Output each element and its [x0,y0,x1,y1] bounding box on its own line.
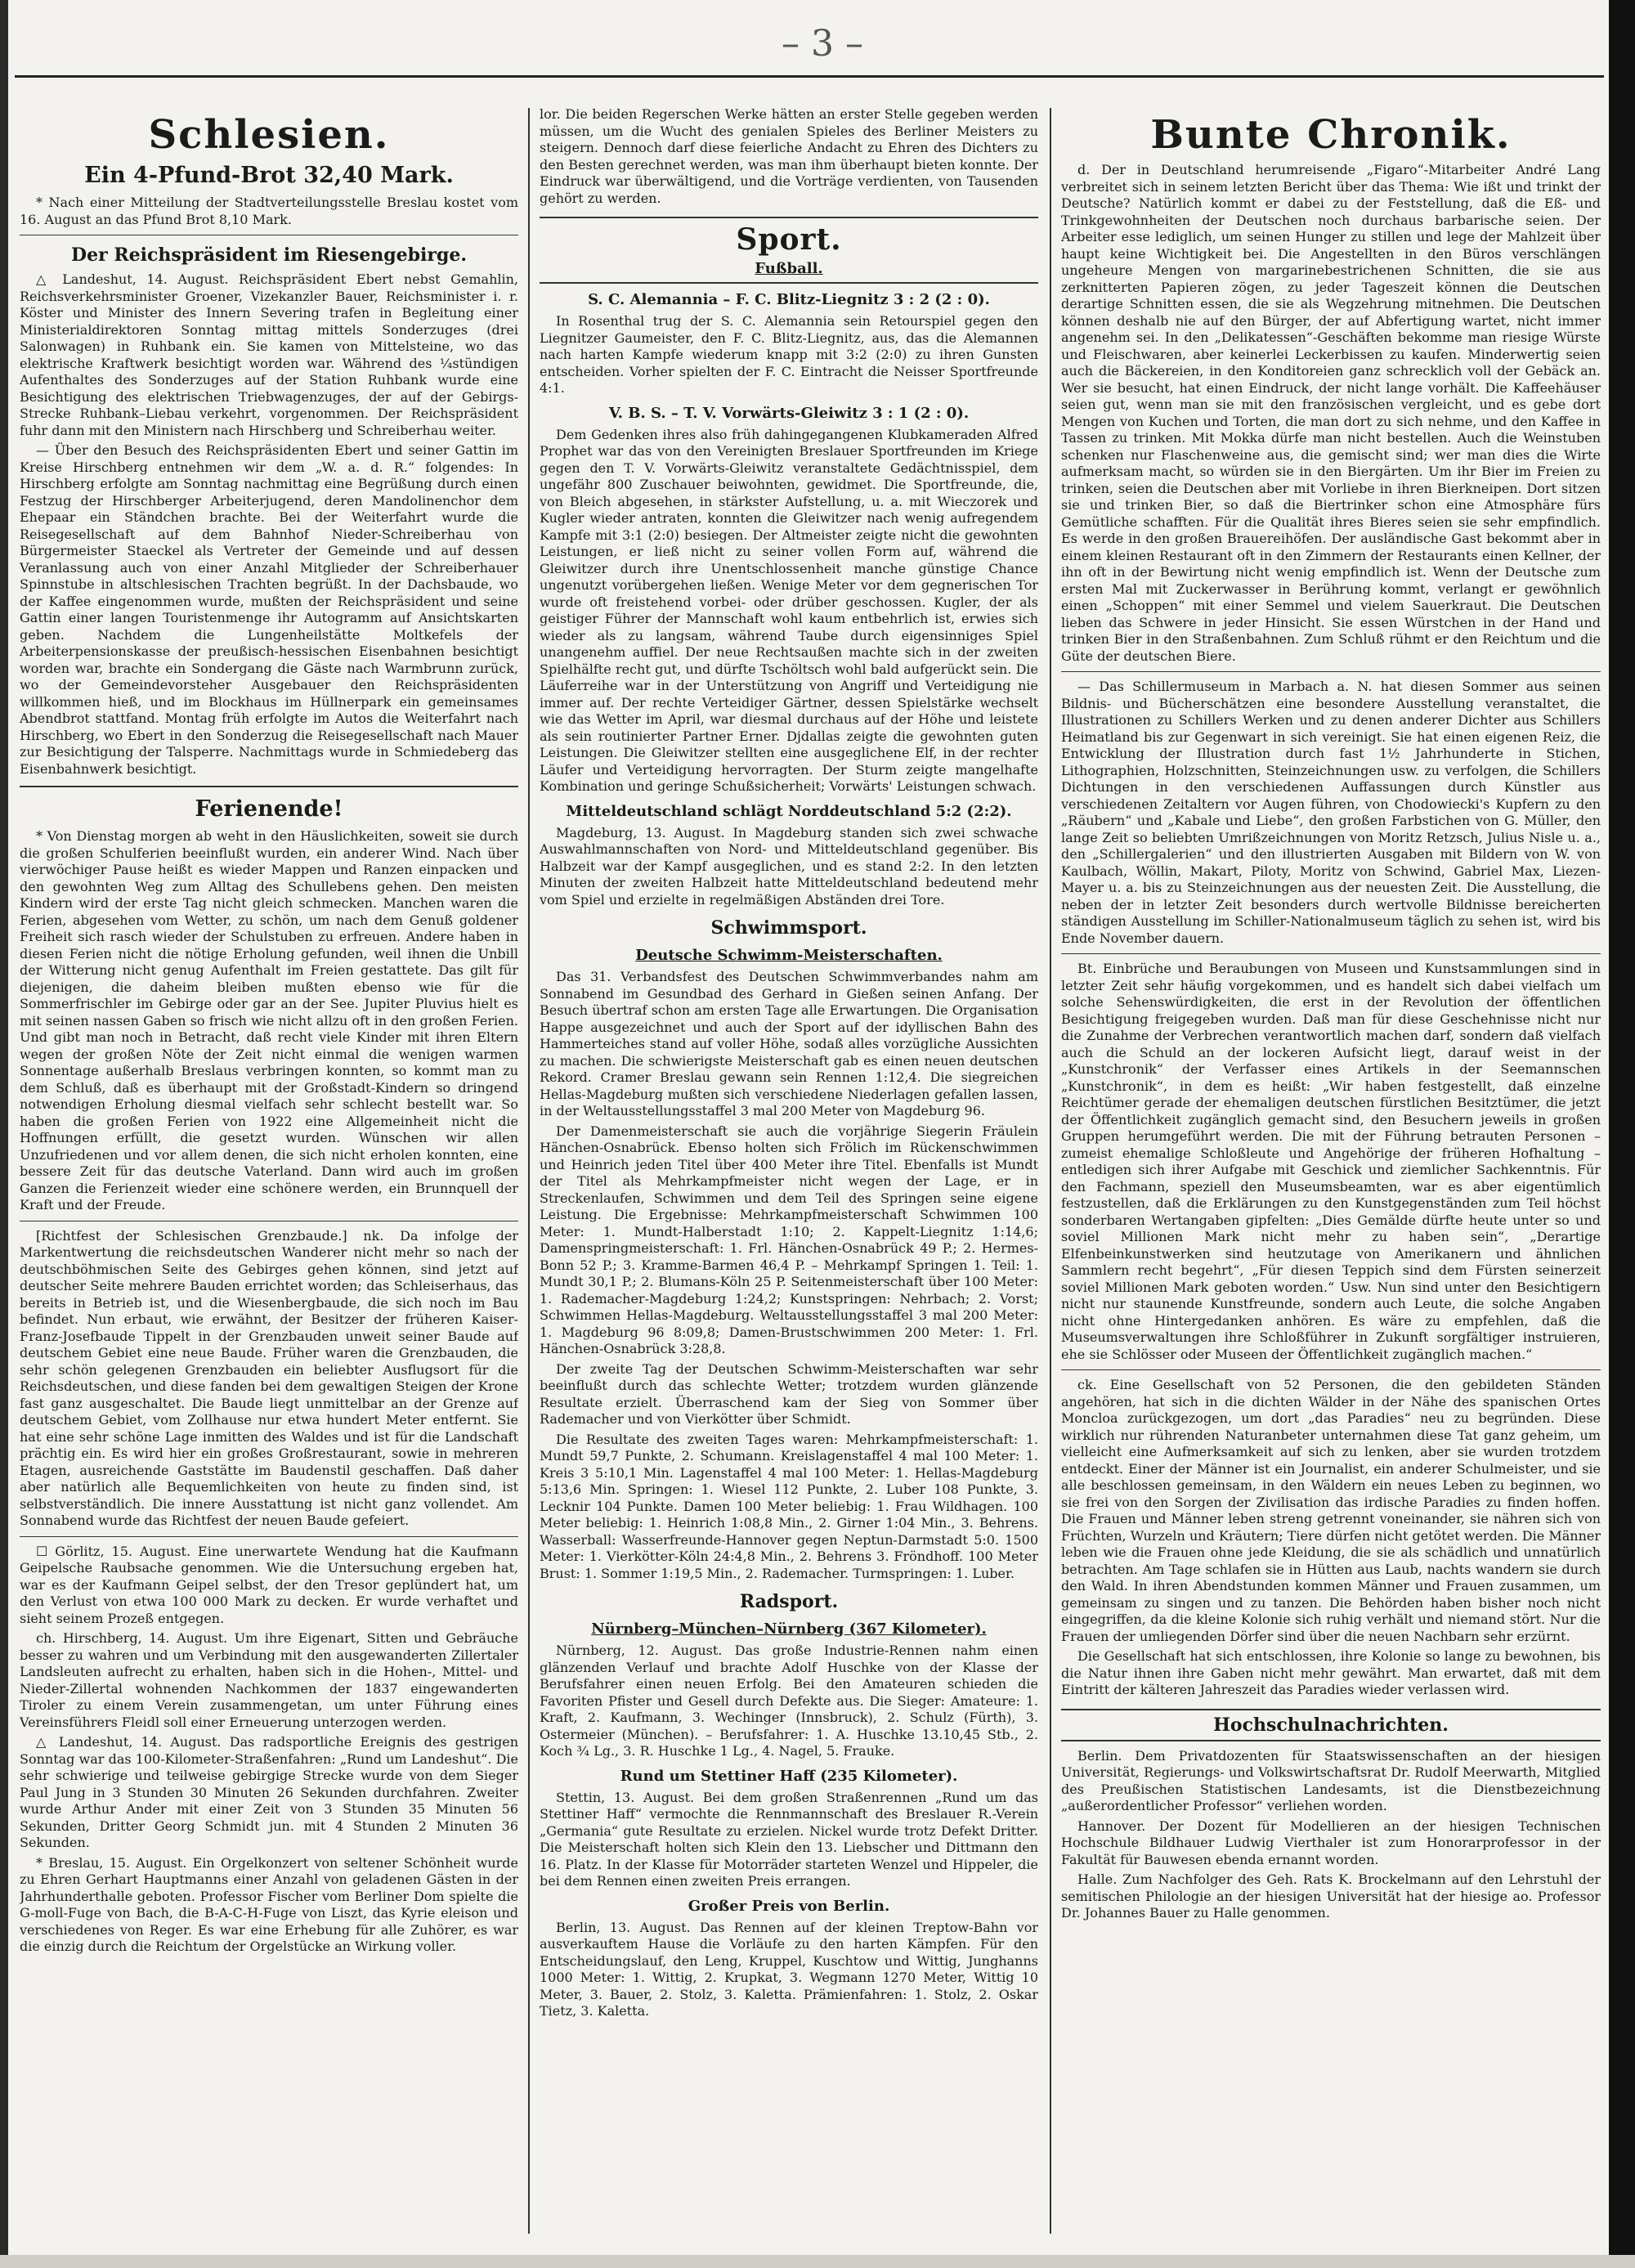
rad-subheading: Nürnberg–München–Nürnberg (367 Kilometer). [591,1620,987,1638]
article-paragraph: Berlin. Dem Privatdozenten für Staatswissenschaften an der hiesigen Universität, Regierungs- und Volkswirtschaftsrat Dr. Rudolf Meerwarth, Mitglied des Preußischen Statistischen Landesamts, ist die Dienstbezeichnung „außerordentlicher Professor“ verliehen worden. [1061,1747,1601,1813]
article-paragraph: [Richtfest der Schlesischen Grenzbaude.] nk. Da infolge der Markentwertung die reichsdeutschen Wanderer nicht mehr so nach der deutschböhmischen Seite des Gebirges gehen können, sind jetzt auf deutscher Seite mehrere Bauden errichtet worden; das Schleiserhaus, das bereits in Betrieb ist, und die Wiesenbergbaude, die sich noch im Bau befindet. Nun erbaut, wie erwähnt, der Besitzer der früheren Kaiser-Franz-Josefbaude Tippelt in der Grenzbauden unweit seiner Baude auf deutschem Gebiet eine neue Baude. Früher waren die Grenzbauden, die sehr schön gelegenen Grenzbauden ein beliebter Ausflugsort für die Reichsdeutschen, und diese fanden bei dem gewaltigen Steigen der Krone fast ganz ausgeschaltet. Die Baude liegt unmittelbar an der Grenze auf deutschem Gebiet, vom Zollhause nur etwa hundert Meter entfernt. Sie hat eine sehr schöne Lage inmitten des Waldes und ist für die Landschaft prächtig ein. Es wird hier ein großes Großrestaurant, sowie in mehreren Etagen, ausreichende Gaststätte im Baudenstil geschaffen. Daß daher aber natürlich alle Bequemlichkeiten von heute zu finden sind, ist selbstverständlich. Die innere Ausstattung ist nicht ganz vollendet. Am Sonnabend wurde das Richtfest der neuen Baude gefeiert. [20,1227,518,1528]
article-paragraph: Die Resultate des zweiten Tages waren: Mehrkampfmeisterschaft: 1. Mundt 59,7 Punkte, 2. Schumann. Kreislagenstaffel 4 mal 100 Meter: 1. Kreis 3 5:10,1 Min. Lagenstaffel 4 mal 100 Meter: 1. Hellas-Magdeburg 5:13,6 Min. Springen: 1. Wiesel 112 Punkte, 2. Luber 108 Punkte, 3. Lecknir 104 Punkte. Damen 100 Meter beliebig: 1. Frau Wildhagen. 100 Meter beliebig: 1. Heinrich 1:08,8 Min., 2. Girner 1:04 Min., 3. Behrens. Wasserball: Wasserfreunde-Hannover gegen Neptun-Darmstadt 5:0. 1500 Meter: 1. Vierkötter-Köln 24:4,8 Min., 2. Behrens 3. Fröndhoff. 100 Meter Brust: 1. Sommer 1:19,5 Min., 2. Rademacher. Turmspringen: 1. Luber. [540,1431,1038,1581]
article-paragraph: Der zweite Tag der Deutschen Schwimm-Meisterschaften war sehr beeinflußt durch das schlechte Wetter; trotzdem wurden glänzende Resultate erzielt. Überraschend kam der Sieg von Sommer über Rademacher und von Vierkötter über Schmidt. [540,1360,1038,1427]
article-paragraph: Nürnberg, 12. August. Das große Industrie-Rennen nahm einen glänzenden Verlauf und brachte Adolf Huschke von der Klasse der Berufsfahrer einen neuen Erfolg. Bei den Amateuren schieden die Favoriten Pfister und Gesell durch Defekte aus. Die Sieger: Amateure: 1. Kraft, 2. Kaufmann, 3. Wechinger (Innsbruck), 2. Schulz (Fürth), 3. Ostermeier (München). – Berufsfahrer: 1. A. Huschke 13.10,45 Stb., 2. Koch ¾ Lg., 3. R. Huschke 1 Lg., 4. Nagel, 5. Frauke. [540,1643,1038,1759]
column-divider [1050,108,1051,2234]
scan-edge-bottom [0,2255,1635,2268]
news-item-breslau: * Breslau, 15. August. Ein Orgelkonzert von seltener Schönheit wurde zu Ehren Gerhart Hauptmanns einer Anzahl von geladenen Gästen in der Jahrhunderthalle geboten. Professor Fischer vom Berliner Dom spielte die G-moll-Fuge von Bach, die B-A-C-H-Fuge von Liszt, das Kyrie eleison und verschiedenes von Reger. Es war eine Erhebung für alle Zuhörer, es war die einzig durch die Reichtum der Orgelstücke an Wirkung voller. [20,1854,518,1954]
article-paragraph: * Von Dienstag morgen ab weht in den Häuslichkeiten, soweit sie durch die großen Schulferien beeinflußt wurden, ein anderer Wind. Nach über vierwöchiger Pause heißt es wieder Mappen und Ranzen einpacken und den gewohnten Weg zum Alltag des Schullebens gehen. Den meisten Kindern wird der erste Tag nicht gleich schmecken. Manchen waren die Ferien, abgesehen vom Wetter, zu schön, um nach dem Genuß goldener Freiheit sich rasch wieder der Schulstuben zu erfreuen. Andere haben in diesen Ferien nicht die nötige Erholung gefunden, weil ihnen die Unbill der Witterung nicht genug Aufenthalt im Freien gestattete. Das gilt für diejenigen, die daheim bleiben mußten ebenso wie für die Sommerfrischler im Gebirge oder gar an der See. Jupiter Pluvius hielt es mit seinen nassen Gaben so frisch wie nicht allzu oft in den großen Ferien. Und gibt man noch in Betracht, daß recht viele Kinder mit ihren Eltern wegen der großen Nöte der Zeit nicht einmal die wenigen warmen Sonnentage außerhalb Breslaus verbringen konnten, so kommt man zu dem Schluß, daß es überhaupt mit der Großstadt-Kindern so dringend notwendigen Erholung diesmal vielfach sehr schlecht bestellt war. So haben die großen Ferien von 1922 eine Allgemeinheit nicht die Hoffnungen erfüllt, die gesetzt wurden. Wünschen wir allen Unzufriedenen und vor allem denen, die sich nicht erholen konnten, eine bessere Zeit für das deutsche Vaterland. Dann wird auch im großen Ganzen die Ferienzeit wieder eine schönere werden, ein Brunnquell der Kraft und der Freude. [20,828,518,1212]
article-paragraph: Stettin, 13. August. Bei dem großen Straßenrennen „Rund um das Stettiner Haff“ vermochte die Rennmannschaft des Breslauer R.-Verein „Germania“ gute Resultate zu erzielen. Nickel wurde trotz Defekt Dritter. Die Meisterschaft holten sich Klein den 13. Liebscher und Dittmann den 16. Platz. In der Klasse für Motorräder starteten Wenzel und Hippeler, die bei dem Rennen einen zweiten Preis errangen. [540,1789,1038,1889]
sport-section-header [540,217,1038,284]
president-headline: Der Reichspräsident im Riesengebirge. [71,244,467,266]
bread-price-text: * Nach einer Mitteilung der Stadtverteilungsstelle Breslau kostet vom 16. August an das Pfund Brot 8,10 Mark. [20,195,518,227]
rad-subheading: Rund um Stettiner Haff (235 Kilometer). [620,1767,958,1785]
match-title: Mitteldeutschland schlägt Norddeutschland 5:2 (2:2). [566,802,1012,820]
article-paragraph: Bt. Einbrüche und Beraubungen von Museen und Kunstsammlungen sind in letzter Zeit sehr häufig vorgekommen, und es handelt sich dabei vielfach um solche Sehenswürdigkeiten, die erst in der Revolution der öffentlichen Besichtigung freigegeben wurden. Daß man für diese Geschehnisse nicht nur die Zunahme der Verbrechen verantwortlich machen darf, sondern daß vielfach auch die Schuld an der lockeren Aufsicht liegt, darauf weist in der „Kunstchronik“ der Verfasser eines Artikels in der Seemannschen „Kunstchronik“, in dem es heißt: „Wir haben festgestellt, daß einzelne Reichtümer gerade der ehemaligen deutschen fürstlichen Besitztümer, die jetzt der Öffentlichkeit zugänglich gemacht sind, den Besuchern jeweils in großen Gruppen herumgeführt werden. Die mit der Führung betrauten Personen – zumeist ehemalige Schloßleute und Angehörige der früheren Hofhaltung – entledigen sich ihrer Aufgabe mit Geschick und ziemlicher Sachkenntnis. Für den Fachmann, speziell den Museumsbeamten, war es aber eigentümlich festzustellen, daß die Erklärungen zu den Kunstgegenständen zum Teil höchst sonderbaren Wertangaben gipfelten: „Dies Gemälde dürfte heute unter so und soviel Millionen Mark nicht mehr zu haben sein“, „Derartige Elfenbeinkunstwerken sind heutzutage von Amerikanern und ähnlichen Sammlern recht begehrt“, „Für diesen Teppich sind dem Fürsten seinerzeit soviel Millionen Mark geboten worden.“ Usw. Nun sind unter den Besichtigern nicht nur staunende Kunstfreunde, sondern auch Leute, die solche Angaben nicht ohne Hintergedanken anhören. Es wäre zu empfehlen, daß die Museumsverwaltungen ihre Schloßführer in Zukunft sorgfältiger instruieren, ehe sie Schlösser oder Museen der Öffentlichkeit zugänglich machen.“ [1061,961,1601,1362]
fussball-subheading: Fußball. [755,260,823,277]
schwimmsport-heading: Schwimmsport. [710,917,867,939]
sport-heading: Sport. [736,222,842,257]
section-heading-schlesien: Schlesien. [148,112,390,158]
article-paragraph: Berlin, 13. August. Das Rennen auf der kleinen Treptow-Bahn vor ausverkauftem Hause die Vorläufe zu den harten Kämpfen. Für den Entscheidungslauf, den Leng, Kruppel, Kuschtow und Wittig, Junghanns 1000 Meter: 1. Wittig, 2. Krupkat, 3. Wegmann 1270 Meter, Wittig 10 Meter, 3. Bauer, 2. Stolz, 3. Kaletta. Prämienfahren: 1. Stolz, 2. Oskar Tietz, 3. Kaletta. [540,1919,1038,2019]
header-rule [15,75,1604,78]
news-item-landeshut: △ Landeshut, 14. August. Das radsportliche Ereignis des gestrigen Sonntag war das 100-Kilometer-Straßenfahren: „Rund um Landeshut“. Die sehr schwierige und teilweise gebirgige Strecke wurde von dem Sieger Paul Jung in 3 Stunden 30 Minuten 26 Sekunden durchfahren. Zweiter wurde Arthur Ander mit einer Zeit von 3 Stunden 35 Minuten 56 Sekunden, Dritter Georg Schmidt jun. mit 4 Stunden 2 Minuten 36 Sekunden. [20,1734,518,1850]
divider [1061,1369,1601,1370]
article-paragraph: ck. Eine Gesellschaft von 52 Personen, die den gebildeten Ständen angehören, hat sich in die dichten Wälder in der Nähe des spanischen Ortes Moncloa zurückgezogen, um dort „das Paradies“ neu zu begründen. Diese wirklich nur rührenden Naturanbeter unternahmen diese Tat ganz geheim, um vielleicht eine Aufmerksamkeit auf sich zu lenken, aber sie wurden trotzdem entdeckt. Einer der Männer ist ein Journalist, ein anderer Schulmeister, und sie alle beschlossen gemeinsam, in den Wäldern ein neues Leben zu beginnen, wo sie frei von den Sorgen der Zivilisation das irdische Paradies zu finden hoffen. Die Frauen und Männer leben streng getrennt voneinander, sie nähren sich von Früchten, Wurzeln und Kräutern; Tiere dürfen nicht getötet werden. Die Männer leben wie die Frauen ohne jede Kleidung, die sie als schädlich und unnatürlich betrachten. Am Tage schlafen sie in Hütten aus Laub, nachts wandern sie durch den Wald. In ihren Abendstunden kommen Männer und Frauen zusammen, um gemeinsam zu singen und zu tanzen. Die Behörden haben bisher noch nicht eingegriffen, da die kleine Kolonie sich ruhig verhält und niemand stört. Nur die Frauen der umliegenden Dörfer sind über die neuen Nachbarn sehr erzürnt. [1061,1377,1601,1644]
article-paragraph: Die Gesellschaft hat sich entschlossen, ihre Kolonie so lange zu bewohnen, bis die Natur ihnen ihre Gaben nicht mehr gewährt. Man erwartet, daß mit dem Eintritt der kälteren Jahreszeit das Paradies wieder verlassen wird. [1061,1648,1601,1697]
divider [20,786,518,787]
article-paragraph: d. Der in Deutschland herumreisende „Figaro“-Mitarbeiter André Lang verbreitet sich in seinem letzten Bericht über das Thema: Wie ißt und trinkt der Deutsche? Natürlich kommt er dabei zu der Feststellung, daß die Eß- und Trinkgewohnheiten der Deutschen noch durchaus barbarische seien. Der Arbeiter esse lediglich, um seinen Hunger zu stillen und lege der Mahlzeit über haupt keine Wichtigkeit bei. Die Angestellten in den Büros verschlängen ungeheure Mengen von margarinebestrichenen Schnitten, die sie aus zerknitterten Papieren zögen, zu jeder Tageszeit können die Deutschen derartige Schnitten essen, die sie als Wegzehrung mitnehmen. Die Deutschen können deshalb nie auf den Bürger, der auf Abfertigung wartet, nicht immer angenehm sei. In den „Delikatessen“-Geschäften bekomme man riesige Würste und Fleischwaren, aber keinerlei Leckerbissen zu kaufen. Minderwertig seien auch die Bäckereien, in den Konditoreien ganz schrecklich voll der Gebäck an. Wer sie besucht, hat einen Eindruck, der nicht lange vorhält. Die Kaffeehäuser seien gut, wenn man sie mit den französischen vergleicht, und es gebe dort Mengen von Kuchen und Torten, die man dort zu sich nehme, und den Kaffee in Tassen zu trinken. Mit Mokka dürfe man nicht bestellen. Auch die Weinstuben schenken nur Flaschenweine aus, die gemischt sind; wer man dies die Wirte aufmerksam macht, so würden sie in den Biergärten. Um ihr Bier im Freien zu trinken, seien die Deutschen aber mit Vorliebe in ihren Bierkneipen. Dort sitzen sie und trinken Bier, so daß die Biertrinker schon eine Atmosphäre fürs Gemütliche schafften. Für die Qualität ihres Bieres seien sie sehr empfindlich. Es werde in den großen Brauereihöfen. Der ausländische Gast bekommt aber in einem kleinen Restaurant oft in den Zimmern der Restaurants einen Kellner, der ihn oft in der Bewirtung nicht wenig empfindlich ist. Wenn der Deutsche zum ersten Mal mit Zuckerwasser in Berührung kommt, verlangt er gewöhnlich einen „Schoppen“ mit einer Semmel und vielem Sauerkraut. Die Deutschen lieben das Schwere in jeder Hinsicht. Sie essen Würstchen in der Hand und trinken Bier in den Straßenbahnen. Zum Schluß rühmt er den Reichtum und die Güte der deutschen Biere. [1061,162,1601,664]
article-paragraph: — Über den Besuch des Reichspräsidenten Ebert und seiner Gattin im Kreise Hirschberg entnehmen wir dem „W. a. d. R.“ folgendes: In Hirschberg erfolgte am Sonntag nachmittag eine Begrüßung durch einen Festzug der Hirschberger Arbeiterjugend, deren Mandolinenchor dem Ehepaar ein Ständchen brachte. Bei der Weiterfahrt wurde die Reisegesellschaft auf dem Bahnhof Nieder-Schreiberhau von Bürgermeister Staeckel als Vertreter der Gemeinde und auf dessen Veranlassung auch von einer Anzahl Mitglieder der Schreiberhauer Spinnstube in altschlesischen Trachten begrüßt. In der Dachsbaude, wo der Kaffee eingenommen wurde, mußten der Reichspräsident und seine Gattin einer langen Touristenmenge ihr Autogramm auf Ansichtskarten geben. Nachdem die Lungenheilstätte Moltkefels der Arbeiterpensionskasse der preußisch-hessischen Eisenbahnen besichtigt worden war, brachte ein Sondergang die Gäste nach Warmbrunn zurück, wo der Gemeindevorsteher Ausgebauer den Reichspräsidenten willkommen hieß, und im Blockhaus im Hüllnerpark ein gemeinsames Abendbrot stattfand. Montag früh erfolgte im Autos die Weiterfahrt nach Hirschberg, wo Ebert in den Sonderzug die Reisegesellschaft nach Mauer zur Besichtigung der Talsperre. Nachmittags wurde in Schmiedeberg das Eisenbahnwerk besichtigt. [20,442,518,777]
news-item-hirschberg: ch. Hirschberg, 14. August. Um ihre Eigenart, Sitten und Gebräuche besser zu wahren und um Verbindung mit den ausgewanderten Zillertaler Landsleuten aufrecht zu erhalten, haben sich in die Hohen-, Mittel- und Nieder-Zillertal wohnenden Nachkommen der 1837 eingewanderten Tiroler zu einem Verein zusammengetan, um unter Führung eines Vereinsführers Fleidl soll einer Erneuerung unterzogen werden. [20,1630,518,1730]
column-divider [528,108,530,2234]
radsport-heading: Radsport. [739,1591,839,1612]
article-paragraph: Hannover. Der Dozent für Modellieren an der hiesigen Technischen Hochschule Bildhauer Ludwig Vierthaler ist zum Honorarprofessor in der Fakultät für Bauwesen ebenda ernannt worden. [1061,1818,1601,1867]
divider [1061,953,1601,954]
news-item-goerlitz: ☐ Görlitz, 15. August. Eine unerwartete Wendung hat die Kaufmann Geipelsche Raubsache genommen. Wie die Untersuchung ergeben hat, war es der Kaufmann Geipel selbst, der den Tresor geplündert hat, um den Verlust von etwa 100 000 Mark zu decken. Er wurde verhaftet und sieht seinem Prozeß entgegen. [20,1543,518,1626]
scan-edge-right [1609,0,1635,2268]
article-paragraph: △ Landeshut, 14. August. Reichspräsident Ebert nebst Gemahlin, Reichsverkehrsminister Groener, Vizekanzler Bauer, Reichsminister i. r. Köster und Minister des Innern Severing trafen in Begleitung einer Ministerialdirektoren Sonntag mittag mittels Sonderzuges (drei Salonwagen) in Ruhbank ein. Sie kamen von Mittelsteine, wo das elektrische Kraftwerk besichtigt worden war. Während des ¼stündigen Aufenthaltes des Sonderzuges auf der Station Ruhbank wurde eine Besichtigung des elektrischen Triebwagenzuges, der auf der Gebirgs-Strecke Ruhbank–Liebau verkehrt, vorgenommen. Der Reichspräsident fuhr dann mit den Ministern nach Hirschberg und Schreiberhau weiter. [20,271,518,438]
article-paragraph: In Rosenthal trug der S. C. Alemannia sein Retourspiel gegen den Liegnitzer Gaumeister, den F. C. Blitz-Liegnitz, aus, das die Alemannen nach harten Kampfe wiederum knapp mit 3:2 (2:0) zu ihren Gunsten entscheiden. Vorher spielten der F. C. Eintracht die Neisser Sportfreunde 4:1. [540,313,1038,396]
match-title: S. C. Alemannia – F. C. Blitz-Liegnitz 3 : 2 (2 : 0). [588,291,990,308]
page-number: – 3 – [782,23,863,65]
article-paragraph: Magdeburg, 13. August. In Magdeburg standen sich zwei schwache Auswahlmannschaften von Nord- und Mitteldeutschland gegenüber. Bis Halbzeit war der Kampf ausgeglichen, und es stand 2:2. In den letzten Minuten der zweiten Halbzeit hatte Mitteldeutschland bedeutend mehr vom Spiel und erzielte in regelmäßigen Abständen drei Tore. [540,824,1038,908]
article-paragraph: Der Damenmeisterschaft sie auch die vorjährige Siegerin Fräulein Hänchen-Osnabrück. Ebenso holten sich Frölich im Rückenschwimmen und Heinrich jeden Titel über 400 Meter ihre Titel. Ebenfalls ist Mundt der Titel als Mehrkampfmeister nicht wegen der Lage, er in Streckenlaufen, Schwimmen und dem Teil des Springen seine eigene Leistung. Die Ergebnisse: Mehrkampfmeisterschaft Schwimmen 100 Meter: 1. Mundt-Halberstadt 1:10; 2. Kappelt-Liegnitz 1:14,6; Damenspringmeisterschaft: 1. Frl. Hänchen-Osnabrück 49 P.; 2. Hermes-Bonn 52 P.; 3. Kramme-Barmen 46,4 P. – Mehrkampf Springen 1. Teil: 1. Mundt 30,1 P.; 2. Blumans-Köln 25 P. Seitenmeisterschaft über 100 Meter: 1. Rademacher-Magdeburg 1:24,2; Kunstspringen: Nehrbach; 2. Vorst; Schwimmen Hellas-Magdeburg. Weltausstellungsstaffel 3 mal 200 Meter: 1. Magdeburg 96 8:09,8; Damen-Brustschwimmen 200 Meter: 1. Frl. Hänchen-Osnabrück 3:28,8. [540,1123,1038,1356]
divider [20,1536,518,1537]
schwimm-subheading: Deutsche Schwimm-Meisterschaften. [635,947,943,964]
divider [1061,671,1601,672]
match-title: V. B. S. – T. V. Vorwärts-Gleiwitz 3 : 1 (2 : 0). [608,404,970,422]
article-paragraph: lor. Die beiden Regerschen Werke hätten an erster Stelle gegeben werden müssen, um die Wucht des genialen Spieles des Berliner Meisters zu steigern. Dennoch darf diese feierliche Andacht zu Ehren des Dichters zu den Besten gerechnet werden, was man ihm überhaupt bieten konnte. Der Eindruck war überwältigend, und die Vorträge verdienten, von Tausenden gehört zu werden. [540,106,1038,206]
column-1 [20,106,518,2248]
scan-edge-left [0,0,8,2268]
section-heading-bunte-chronik: Bunte Chronik. [1150,112,1512,158]
article-paragraph: Das 31. Verbandsfest des Deutschen Schwimmverbandes nahm am Sonnabend im Gesundbad des Gerhard in Gießen seinen Anfang. Der Besuch übertraf schon am ersten Tage alle Erwartungen. Die Organisation Happe ausgezeichnet und auch der Sport auf der idyllischen Bahn des Hammerteiches stand auf voller Höhe, sodaß alles vorzügliche Aussichten zu machen. Die schwierigste Meisterschaft gab es einen neuen deutschen Rekord. Cramer Breslau gewann sein Rennen 1:12,4. Die siegreichen Hellas-Magdeburg mußten sich verschiedene Niederlagen gefallen lassen, in der Weltausstellungsstaffel 3 mal 200 Meter von Magdeburg 96. [540,969,1038,1118]
column-2 [540,106,1038,2248]
article-paragraph: Dem Gedenken ihres also früh dahingegangenen Klubkameraden Alfred Prophet war das von den Vereinigten Breslauer Sportfreunden im Kriege gegen den T. V. Vorwärts-Gleiwitz veranstaltete Gedächtnisspiel, dem ungefähr 800 Zuschauer beiwohnten, gewidmet. Die Sportfreunde, die, von Bleich abgesehen, in stärkster Aufstellung, u. a. mit Wieczorek und Kugler wieder antraten, konnten die Gleiwitzer nach wenig aufregendem Kampfe mit 3:1 (2:0) besiegen. Der Altmeister zeigte nicht die gewohnten Leistungen, er ließ nicht zu seiner vollen Form auf, während die Gleiwitzer durch ihre Unentschlossenheit manche günstige Chance ungenutzt vorübergehen ließen. Wenige Meter vor dem gegnerischen Tor wurde oft freistehend vorbei- oder drüber geschossen. Kugler, der als geistiger Führer der Mannschaft wohl kaum entbehrlich ist, erwies sich wieder als zu langsam, während Taube durch eigensinniges Spiel unangenehm auffiel. Der neue Rechtsaußen machte sich in der zweiten Spielhälfte recht gut, und dürfte Tschöltsch wohl bald aufgerückt sein. Die Läuferreihe war in der Unterstützung von Angriff und Verteidigung nie immer auf. Der rechte Verteidiger Gärtner, dessen Spielstärke wechselt wie das Wetter im April, war diesmal durchaus auf der Höhe und leistete als sein routinierter Partner Erner. Djdallas zeigte die gewohnten guten Leistungen. Die Gleiwitzer stellten eine ausgeglichene Elf, in der rechter Läufer und Verteidigung hervorragten. Der Sturm zeigte mangelhafte Kombination und geringe Schußsicherheit; Vorwärts' Leistungen schwach. [540,426,1038,794]
ferienende-headline: Ferienende! [195,796,343,822]
article-paragraph: — Das Schillermuseum in Marbach a. N. hat diesen Sommer aus seinen Bildnis- und Bücherschätzen eine besondere Ausstellung veranstaltet, die Illustrationen zu Schillers Werken und zu denen anderer Dichter aus Schillers Heimatland bis zur Gegenwart in sich vereinigt. Sie hat einen eigenen Reiz, die Entwicklung der Illustration durch fast 1½ Jahrhunderte in Stichen, Lithographien, Holzschnitten, Steinzeichnungen usw. zu verfolgen, die Schillers Dichtungen in den verschiedenen Auffassungen durch Künstler aus verschiedenen Zeitaltern vor Augen führen, von Chodowiecki's Kupfern zu den „Räubern“ und „Kabale und Liebe“, den großen Farbstichen von G. Müller, den lange Zeit so beliebten Umrißzeichnungen von Moritz Retzsch, Julius Nisle u. a., den „Schillergalerien“ und den illustrierten Ausgaben mit Bildern von W. von Kaulbach, Wöllin, Makart, Piloty, Moritz von Schwind, Gabriel Max, Liezen-Mayer u. a. bis zu Steinzeichnungen aus der neuesten Zeit. Die Ausstellung, die neben der in letzter Zeit besonders durch wertvolle Bildnisse bereicherten ständigen Ausstellung im Schiller-Nationalmuseum täglich zu sehen ist, wird bis Ende November dauern. [1061,679,1601,946]
bread-price-headline: Ein 4-Pfund-Brot 32,40 Mark. [84,163,454,188]
article-paragraph: Halle. Zum Nachfolger des Geh. Rats K. Brockelmann auf den Lehrstuhl der semitischen Philologie an der hiesigen Universität hat der hiesige ao. Professor Dr. Johannes Bauer zu Halle genommen. [1061,1871,1601,1921]
rad-subheading: Großer Preis von Berlin. [688,1897,890,1915]
hochschul-heading: Hochschulnachrichten. [1213,1714,1449,1736]
column-3 [1061,106,1601,2248]
hochschul-section-header [1061,1709,1601,1741]
